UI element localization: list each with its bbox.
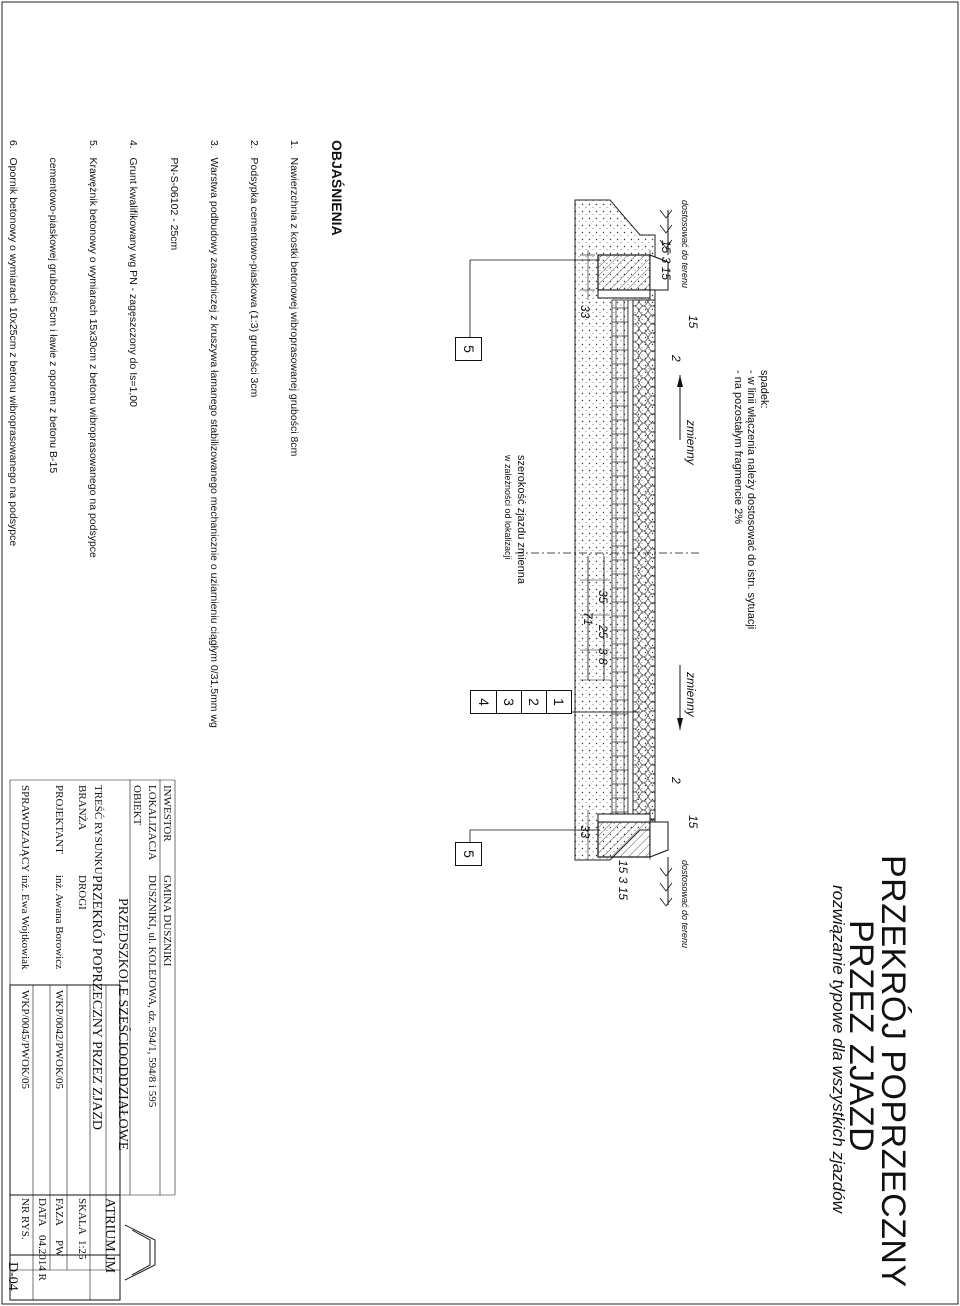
tb-checker-label: SPRAWDZAJĄCY [19, 785, 31, 873]
kerb-left-bed [598, 290, 650, 298]
title-line-2: PRZEZ ZJAZD [842, 920, 880, 1153]
tb-object: PRZEDSZKOLE SZEŚCIOODDZIAŁOWE [115, 898, 130, 1151]
title-line-1: PRZEKRÓJ POPRZECZNY [874, 855, 912, 1288]
tb-scale-label: SKALA [76, 1198, 88, 1235]
expl-item: PN-S-06102 - 25cm [167, 140, 180, 251]
terrain-label-left: dostosować do terenu [680, 200, 690, 289]
variable-label-right: zmienny [684, 672, 698, 717]
dim-15-3-15-right: 15 3 15 [616, 860, 630, 901]
explanations-heading: OBJAŚNIENIA [329, 140, 345, 236]
dim-35: 35 [596, 590, 610, 604]
expl-item: 1. Nawierzchnia z kostki betonowej wibroprasowanej grubości 8cm [288, 140, 301, 457]
expl-item: 2. Podsypka cementowo-piaskowa (1:3) grubości 3cm [247, 140, 260, 398]
tb-date: 04.2014 R [36, 1235, 48, 1281]
tb-content: PRZEKRÓJ POPRZECZNY PRZEZ ZJAZD [89, 875, 104, 1131]
tb-company: ATRIUM JM [102, 1198, 117, 1274]
slope-line-2: - na pozostałym fragmencie 2% [732, 370, 744, 525]
tb-scale: 1:25 [76, 1240, 88, 1260]
dim-15-right: 15 [686, 815, 700, 829]
company-logo [125, 1225, 155, 1280]
kerb-right-bed [598, 814, 650, 822]
callout-5-left: 5 [455, 337, 482, 361]
expl-item: 5. Krawężnik betonowy o wymiarach 15x30cm z betonu wibroprasowanego na podsypce [87, 140, 100, 558]
width-label: szerokość zjazdu zmienna [515, 455, 527, 585]
dim-71: 71 [581, 612, 595, 626]
tb-sheet: D-04 [5, 1262, 20, 1291]
expl-item: 3. Warstwa podbudowy zasadniczej z kruszywa łamanego stabilizowanego mechanicznie o uziarnieniu ciągłym 0/31,5mm wg [207, 140, 220, 728]
dim-33-left: 33 [578, 305, 592, 319]
variable-label-left: zmienny [684, 420, 698, 465]
tb-designer-label: PROJEKTANT [53, 785, 65, 854]
dim-15-3-15-left: 15 3 15 [659, 240, 673, 281]
tb-location: DUSZNIKI, ul. KOLEJOWA, dz. 594/1, 594/8 i 595 [146, 875, 158, 1108]
slope-heading: spadek: [758, 370, 770, 409]
callout-5-right: 5 [455, 842, 482, 866]
callout-3: 3 [495, 690, 522, 714]
dim-3-8: 3 8 [596, 648, 610, 665]
tb-phase-label: FAZA [53, 1198, 65, 1226]
slope-value-right: 2 [669, 777, 683, 784]
callout-2: 2 [520, 690, 547, 714]
tb-investor: GMINA DUSZNIKI [161, 875, 173, 967]
kerb-right [598, 822, 650, 857]
width-sublabel: w zależności od lokalizacji [503, 455, 513, 560]
callout-4: 4 [470, 690, 497, 714]
tb-sheet-label: NR RYS. [19, 1198, 31, 1240]
slope-value-left: 2 [669, 355, 683, 362]
title-subtitle: rozwiązanie typowe dla wszystkich zjazdów [829, 885, 848, 1213]
dim-33-right: 33 [578, 825, 592, 839]
expl-item: cementowo-piaskowej grubości 5cm i ławie z oporem z betonu B-15 [46, 140, 59, 474]
tb-checker: inż. Ewa Wojtkowiak [19, 875, 31, 970]
dim-15-left: 15 [686, 315, 700, 329]
callout-1: 1 [545, 690, 572, 714]
explanations-list [0, 140, 327, 728]
tb-phase: PW [53, 1240, 65, 1257]
tb-branch-label: BRANŻA [76, 785, 88, 831]
tb-branch: DROGI [76, 875, 88, 910]
kerb-left [598, 255, 650, 290]
expl-item: 6. Opornik betonowy o wymiarach 10x25cm z betonu wibroprasowanego na podsypce [6, 140, 19, 547]
slope-line-1: - w linii włączenia należy dostosować do istn. sytuacji [745, 370, 757, 630]
kerb-right-top [650, 822, 668, 857]
tb-object-label: OBIEKT [131, 785, 143, 826]
paving-layer [633, 300, 655, 820]
tb-date-label: DATA [36, 1198, 48, 1227]
tb-location-label: LOKALIZACJA [146, 785, 158, 861]
tb-designer: inż. Awana Borowicz [53, 875, 65, 969]
tb-investor-label: INWESTOR [161, 785, 173, 842]
tb-checker-lic: WKP/0045/PWOK/05 [19, 990, 31, 1089]
expl-item: 4. Grunt kwalifikowany wg PN - zagęszczony do Is=1,00 [127, 140, 140, 407]
base-course-layer [612, 300, 628, 820]
terrain-label-right: dostosować do terenu [680, 860, 690, 949]
bedding-layer [628, 300, 633, 820]
tb-content-label: TREŚĆ RYSUNKU [92, 785, 104, 875]
tb-designer-lic: WKP/0042/PWOK/05 [53, 990, 65, 1089]
dim-25: 25 [596, 625, 610, 639]
